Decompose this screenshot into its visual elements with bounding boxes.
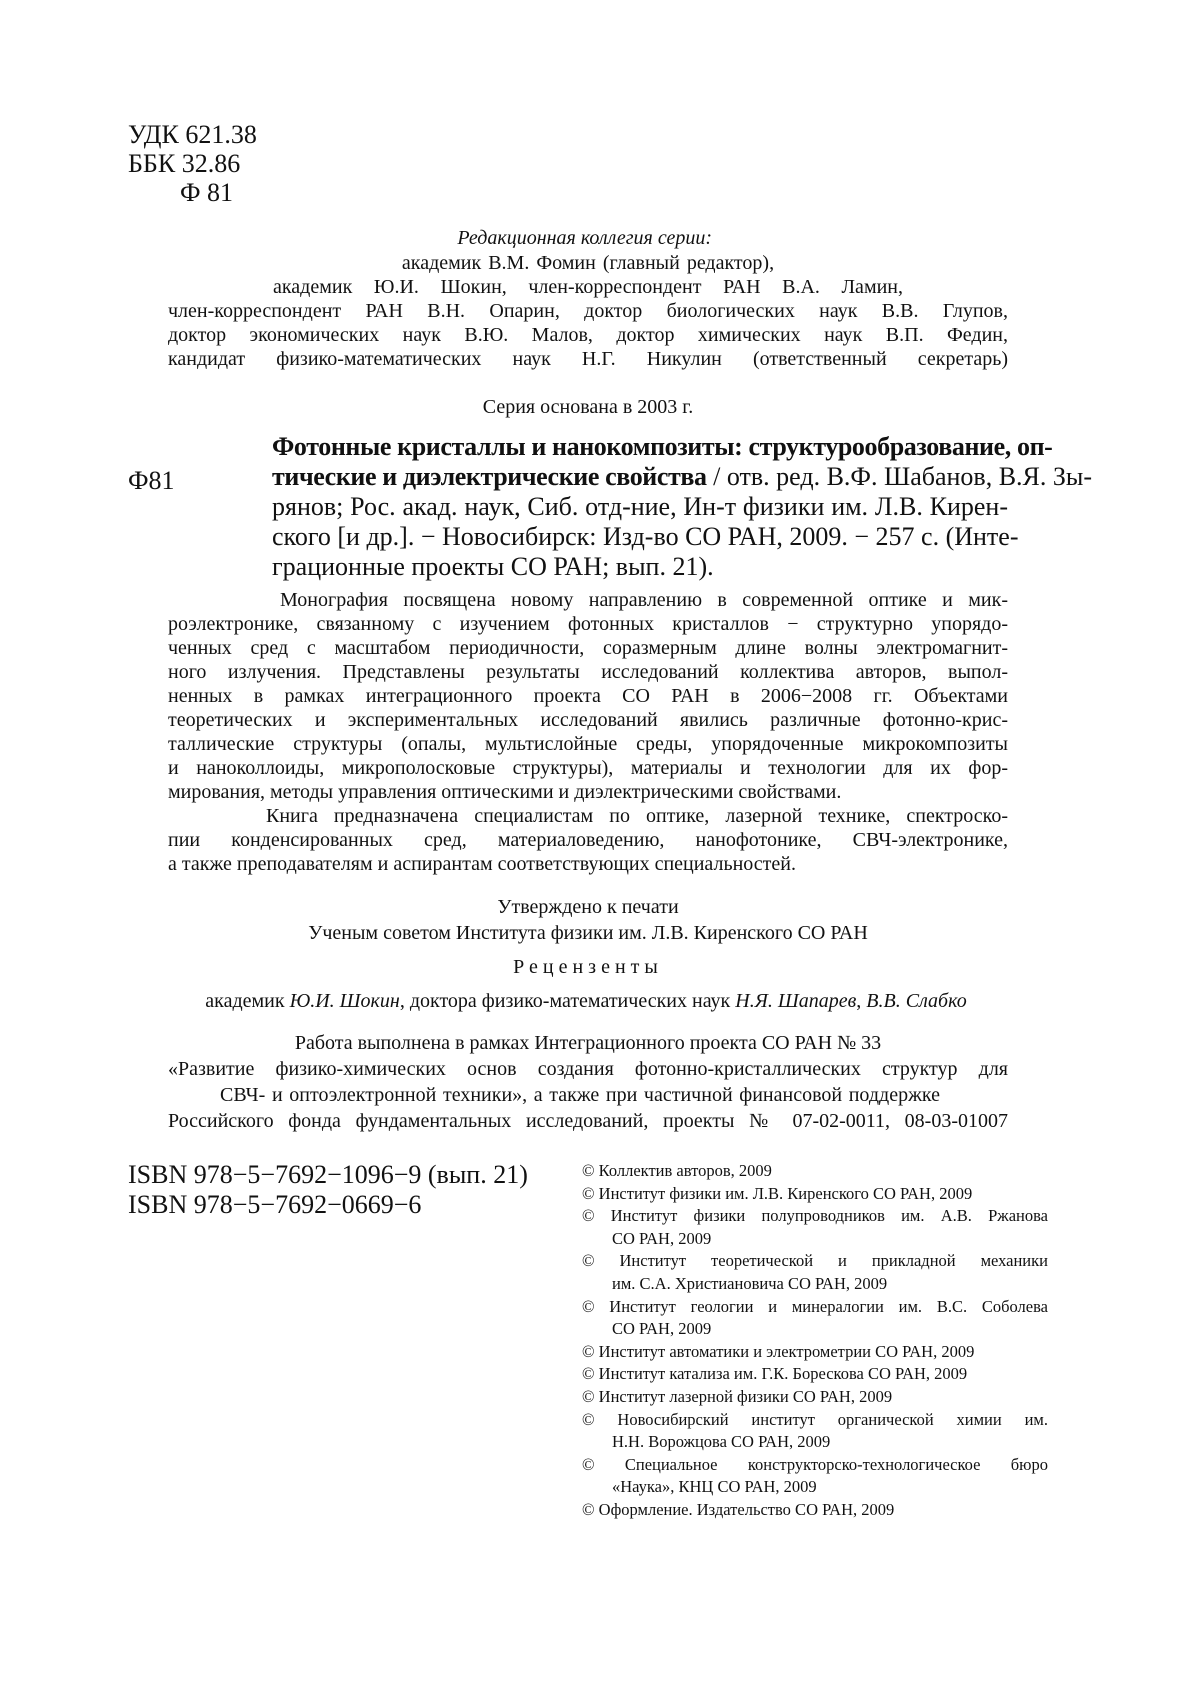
abstract-line: а также преподавателям и аспирантам соответствующих специальностей. — [168, 853, 796, 875]
reviewer-sep: , — [856, 990, 867, 1012]
biblio-line: грационные проекты СО РАН; вып. 21). — [272, 552, 714, 581]
funding-line: «Развитие физико-химических основ создания фотонно-кристаллических структур для — [168, 1058, 1008, 1080]
copyright-line: © Институт лазерной физики СО РАН, 2009 — [582, 1386, 893, 1406]
reviewers-heading: Рецензенты — [513, 956, 663, 978]
editorial-board-line: академик В.М. Фомин (главный редактор), — [401, 252, 775, 274]
copyright-list — [582, 1160, 1048, 1522]
book-title-cont: тические и диэлектрические свойства — [272, 462, 707, 491]
abstract-line: мирования, методы управления оптическими и диэлектрическими свойствами. — [168, 781, 842, 803]
copyright-line: © Оформление. Издательство СО РАН, 2009 — [582, 1499, 895, 1519]
abstract-line: роэлектронике, связанному с изучением фотонных кристаллов − структурно упорядо- — [168, 613, 1008, 635]
classification-block — [128, 120, 257, 207]
isbn-block — [128, 1160, 528, 1220]
funding-note — [168, 1030, 1008, 1134]
author-sign: Ф 81 — [180, 178, 234, 207]
biblio-line: рянов; Рос. акад. наук, Сиб. отд-ние, Ин-т физики им. Л.В. Кирен- — [272, 492, 1008, 521]
abstract-line: и наноколлоиды, микрополосковые структуры), материалы и технологии для их фор- — [168, 757, 1008, 779]
approval-note — [168, 894, 1008, 946]
editorial-board-line: член-корреспондент РАН В.Н. Опарин, доктор биологических наук В.В. Глупов, — [168, 300, 1008, 322]
abstract-line: теоретических и экспериментальных исследований явились различные фотонно-крис- — [168, 709, 1008, 731]
reviewer-name: В.В. Слабко — [866, 990, 967, 1012]
copyright-line: «Наука», КНЦ СО РАН, 2009 — [612, 1477, 817, 1497]
biblio-line: ского [и др.]. − Новосибирск: Изд-во СО РАН, 2009. − 257 с. (Инте- — [272, 522, 1019, 551]
biblio-line — [272, 462, 1093, 492]
approval-line: Утверждено к печати — [497, 896, 679, 918]
editorial-board-line: академик Ю.И. Шокин, член-корреспондент РАН В.А. Ламин, — [273, 276, 903, 298]
approval-line: Ученым советом Института физики им. Л.В. Киренского СО РАН — [308, 922, 868, 944]
funding-line: Работа выполнена в рамках Интеграционного проекта СО РАН № 33 — [294, 1032, 882, 1054]
editorial-board-heading: Редакционная коллегия серии: — [457, 227, 712, 249]
funding-line: Российского фонда фундаментальных исследований, проекты № 07-02-0011, 08-03-01007 — [168, 1110, 1008, 1132]
abstract-line: ного излучения. Представлены результаты исследований коллектива авторов, выпол- — [168, 661, 1008, 683]
reviewer-name: Н.Я. Шапарев — [735, 990, 857, 1012]
funding-line: СВЧ- и оптоэлектронной техники», а также при частичной финансовой поддержке — [220, 1084, 940, 1106]
editorial-board-line: кандидат физико-математических наук Н.Г. Никулин (ответственный секретарь) — [168, 348, 1008, 370]
reviewer-degree: , доктора физико-математических наук — [399, 990, 736, 1012]
reviewers-list — [160, 990, 1012, 1013]
copyright-line: Н.Н. Ворожцова СО РАН, 2009 — [612, 1432, 831, 1452]
copyright-line: © Институт теоретической и прикладной механики — [582, 1251, 1048, 1271]
biblio-line — [272, 432, 1053, 462]
bibliographic-record — [272, 432, 1093, 582]
editorial-board-line: доктор экономических наук В.Ю. Малов, доктор химических наук В.П. Федин, — [168, 324, 1008, 346]
editorial-board — [168, 225, 1008, 371]
copyright-line: им. С.А. Христиановича СО РАН, 2009 — [612, 1273, 888, 1293]
biblio-editors: / отв. ред. В.Ф. Шабанов, В.Я. Зы- — [706, 462, 1093, 491]
copyright-line: © Институт физики им. Л.В. Киренского СО РАН, 2009 — [582, 1183, 973, 1203]
abstract-line: ненных в рамках интеграционного проекта СО РАН в 2006−2008 гг. Объектами — [168, 685, 1008, 707]
abstract — [168, 588, 1008, 876]
abstract-line: ченных сред с масштабом периодичности, соразмерным длине волны электромагнит- — [168, 637, 1008, 659]
biblio-author-sign: Ф81 — [128, 466, 175, 495]
reviewer-prefix: академик — [205, 990, 290, 1012]
isbn-line: ISBN 978−5−7692−1096−9 (вып. 21) — [128, 1160, 528, 1189]
reviewer-name: Ю.И. Шокин — [289, 990, 400, 1012]
udk-code: УДК 621.38 — [128, 120, 257, 149]
copyright-line: © Институт катализа им. Г.К. Борескова СО РАН, 2009 — [582, 1364, 968, 1384]
copyright-line: © Специальное конструкторско-технологическое бюро — [582, 1454, 1048, 1474]
copyright-line: СО РАН, 2009 — [612, 1228, 712, 1248]
series-founded-note: Серия основана в 2003 г. — [482, 396, 694, 418]
bbk-code: ББК 32.86 — [128, 149, 241, 178]
copyright-line: © Коллектив авторов, 2009 — [582, 1161, 772, 1180]
copyright-line: © Новосибирский институт органической химии им. — [582, 1409, 1048, 1429]
abstract-line: Монография посвящена новому направлению в современной оптике и мик- — [280, 589, 1008, 611]
copyright-line: СО РАН, 2009 — [612, 1319, 712, 1339]
abstract-line: таллические структуры (опалы, мультислойные среды, упорядоченные микрокомпозиты — [168, 733, 1008, 755]
isbn-line: ISBN 978−5−7692−0669−6 — [128, 1190, 422, 1219]
abstract-line: пии конденсированных сред, материаловедению, нанофотонике, СВЧ-электронике, — [168, 829, 1008, 851]
copyright-line: © Институт геологии и минералогии им. В.С. Соболева — [582, 1296, 1048, 1316]
copyright-line: © Институт физики полупроводников им. А.В. Ржанова — [582, 1206, 1048, 1226]
book-title: Фотонные кристаллы и нанокомпозиты: структурообразование, оп- — [272, 432, 1053, 461]
copyright-line: © Институт автоматики и электрометрии СО РАН, 2009 — [582, 1341, 975, 1361]
abstract-line: Книга предназначена специалистам по оптике, лазерной технике, спектроско- — [266, 805, 1008, 827]
